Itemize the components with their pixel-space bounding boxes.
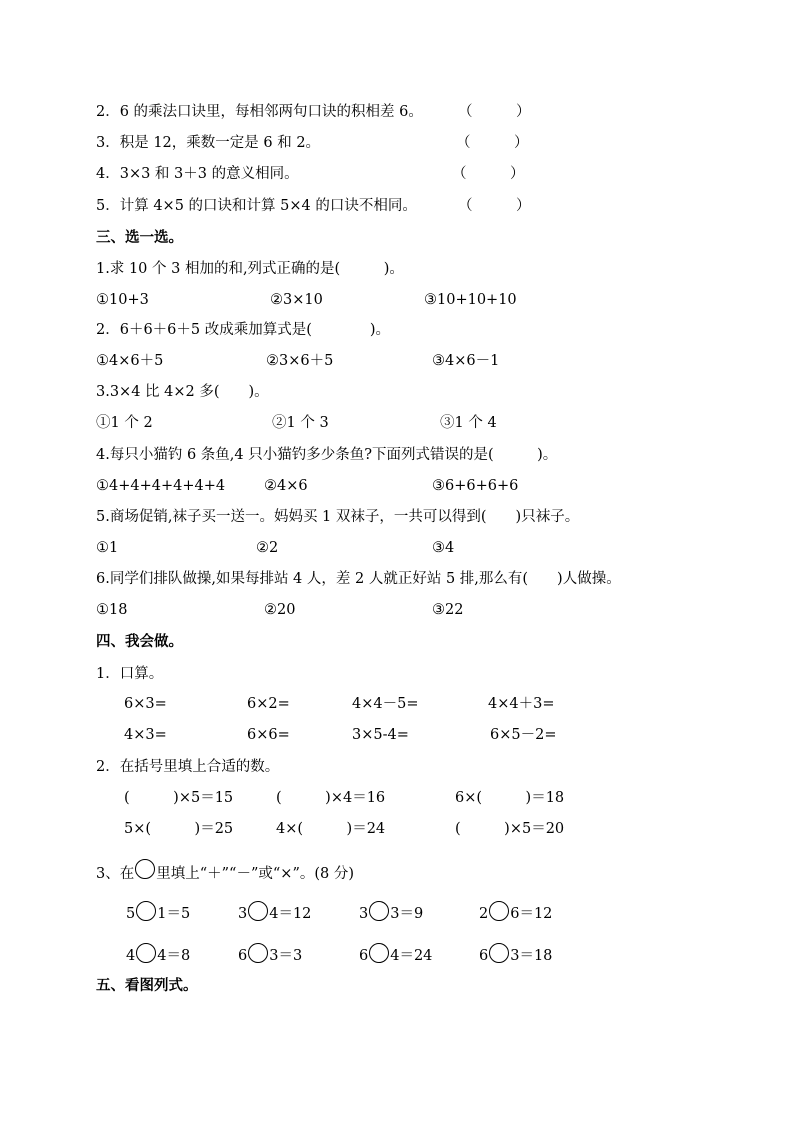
choice-question-3: 3.3×4 比 4×2 多( )。 <box>96 384 269 400</box>
choice-option[interactable]: ②2 <box>256 540 279 556</box>
oral-calc-item[interactable]: 4×4＋3= <box>488 696 555 712</box>
choice-question-4: 4.每只小猫钓 6 条鱼,4 只小猫钓多少条鱼?下面列式错误的是( )。 <box>96 447 558 463</box>
choice-question-2: 2．6＋6＋6＋5 改成乘加算式是( )。 <box>96 322 391 338</box>
oral-calc-title: 1．口算。 <box>96 666 164 682</box>
choice-option[interactable]: ③4×6－1 <box>432 353 500 369</box>
operator-item: 3 4＝12 <box>238 901 311 924</box>
operator-circle[interactable] <box>369 943 389 963</box>
section-5-title: 五、看图列式。 <box>96 978 198 994</box>
choice-question-1: 1.求 10 个 3 相加的和,列式正确的是( )。 <box>96 261 404 277</box>
choice-option[interactable]: ③1 个 4 <box>440 415 497 431</box>
judge-answer-5[interactable]: （ ） <box>458 198 531 214</box>
judge-item-4: 4．3×3 和 3＋3 的意义相同。 <box>96 166 299 182</box>
section-4-title: 四、我会做。 <box>96 634 183 650</box>
fill-operator-title-pre: 3、在 <box>96 866 135 882</box>
fill-number-item[interactable]: 4×( )＝24 <box>276 821 386 837</box>
operator-circle[interactable] <box>248 943 268 963</box>
choice-option[interactable]: ②3×10 <box>270 292 323 308</box>
operator-item: 2 6＝12 <box>479 901 552 924</box>
fill-number-item[interactable]: ( )×5＝20 <box>455 821 565 837</box>
operator-item: 6 3＝18 <box>479 943 552 966</box>
judge-answer-2[interactable]: （ ） <box>458 104 531 120</box>
oral-calc-item[interactable]: 4×4－5= <box>352 696 419 712</box>
oral-calc-item[interactable]: 4×3= <box>124 727 167 743</box>
choice-option[interactable]: ③6+6+6+6 <box>432 478 519 494</box>
oral-calc-item[interactable]: 3×5-4= <box>352 727 409 743</box>
fill-number-item[interactable]: ( )×4＝16 <box>276 790 386 806</box>
choice-option[interactable]: ②20 <box>264 602 296 618</box>
oral-calc-item[interactable]: 6×6= <box>247 727 290 743</box>
fill-number-item[interactable]: 6×( )＝18 <box>455 790 565 806</box>
oral-calc-item[interactable]: 6×3= <box>124 696 167 712</box>
operator-circle[interactable] <box>136 901 156 921</box>
operator-circle[interactable] <box>369 901 389 921</box>
judge-item-2: 2．6 的乘法口诀里，每相邻两句口诀的积相差 6。 <box>96 104 423 120</box>
judge-answer-4[interactable]: （ ） <box>452 166 525 182</box>
choice-option[interactable]: ③22 <box>432 602 464 618</box>
circle-icon <box>135 859 155 879</box>
choice-option[interactable]: ①10+3 <box>96 292 149 308</box>
fill-number-item[interactable]: ( )×5＝15 <box>124 790 234 806</box>
choice-option[interactable]: ③10+10+10 <box>424 292 517 308</box>
section-3-title: 三、选一选。 <box>96 230 183 246</box>
operator-circle[interactable] <box>248 901 268 921</box>
operator-item: 5 1＝5 <box>126 901 190 924</box>
fill-operator-title <box>96 859 354 884</box>
choice-option[interactable]: ①1 <box>96 540 119 556</box>
choice-option[interactable]: ③4 <box>432 540 455 556</box>
operator-item: 4 4＝8 <box>126 943 190 966</box>
fill-number-title: 2．在括号里填上合适的数。 <box>96 759 280 775</box>
fill-operator-title-post: 里填上“＋”“－”或“×”。(8 分) <box>156 866 355 882</box>
judge-item-3: 3．积是 12，乘数一定是 6 和 2。 <box>96 135 321 151</box>
judge-item-5: 5．计算 4×5 的口诀和计算 5×4 的口诀不相同。 <box>96 198 417 214</box>
operator-circle[interactable] <box>136 943 156 963</box>
choice-option[interactable]: ①1 个 2 <box>96 415 153 431</box>
operator-item: 6 3＝3 <box>238 943 302 966</box>
operator-circle[interactable] <box>489 901 509 921</box>
judge-answer-3[interactable]: （ ） <box>456 135 529 151</box>
choice-option[interactable]: ①18 <box>96 602 128 618</box>
choice-option[interactable]: ②3×6＋5 <box>266 353 334 369</box>
choice-option[interactable]: ①4+4+4+4+4+4 <box>96 478 226 494</box>
choice-option[interactable]: ②4×6 <box>264 478 308 494</box>
choice-question-5: 5.商场促销,袜子买一送一。妈妈买 1 双袜子，一共可以得到( )只袜子。 <box>96 509 580 525</box>
oral-calc-item[interactable]: 6×5－2= <box>490 727 557 743</box>
choice-option[interactable]: ①4×6＋5 <box>96 353 164 369</box>
operator-item: 6 4＝24 <box>359 943 432 966</box>
choice-option[interactable]: ②1 个 3 <box>272 415 329 431</box>
operator-item: 3 3＝9 <box>359 901 423 924</box>
oral-calc-item[interactable]: 6×2= <box>247 696 290 712</box>
operator-circle[interactable] <box>489 943 509 963</box>
choice-question-6: 6.同学们排队做操,如果每排站 4 人，差 2 人就正好站 5 排,那么有( )人做操。 <box>96 571 621 587</box>
fill-number-item[interactable]: 5×( )＝25 <box>124 821 234 837</box>
